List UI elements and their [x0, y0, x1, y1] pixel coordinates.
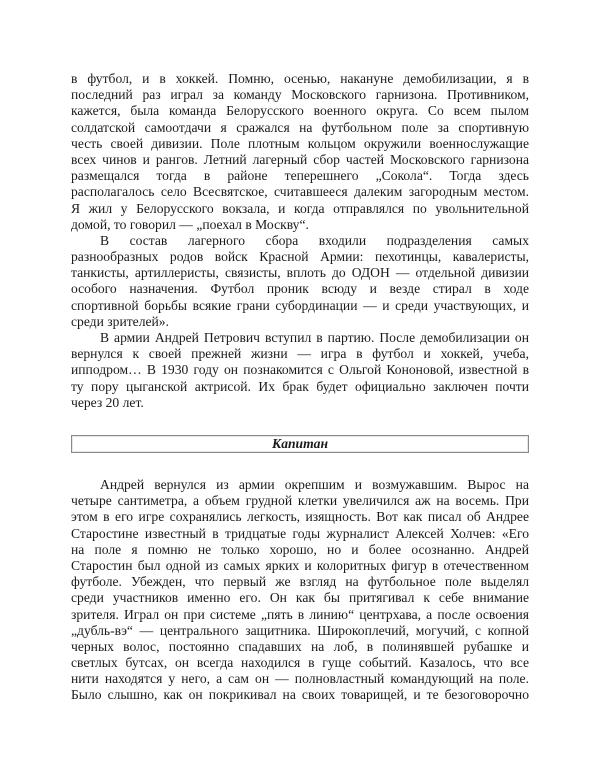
- paragraph: [71, 233, 529, 330]
- text-block-bottom: [71, 477, 529, 704]
- text-line: „дубль-вэ“ — центрального защитника. Широкоплечий, могучий, с копной: [71, 622, 529, 638]
- text-line: светлых бутсах, он всегда находился в гуще событий. Казалось, что все: [71, 655, 529, 671]
- text-line: среди участников именно его. Он как бы притягивал к себе внимание: [71, 590, 529, 606]
- text-line: Андрей вернулся из армии окрепшим и возмужавшим. Вырос на: [100, 477, 529, 492]
- text-block-top: [71, 71, 529, 411]
- text-line: особого назначения. Футбол проник всюду и везде стирал в ходе: [71, 281, 529, 297]
- text-line: солдатской самоотдачи я сражался на футбольном поле за спортивную: [71, 119, 529, 135]
- text-line: разнообразных родов войск Красной Армии: пехотинцы, кавалеристы,: [71, 249, 529, 265]
- text-line: черных волос, постоянно спадавших на лоб, в полинявшей рубашке и: [71, 638, 529, 654]
- text-line: Я жил у Белорусского вокзала, и когда отправлялся по увольнительной: [71, 200, 529, 216]
- text-line: Было слышно, как он покрикивал на своих товарищей, и те безоговорочно: [71, 687, 529, 703]
- text-line: В состав лагерного сбора входили подразделения самых: [100, 232, 529, 248]
- paragraph: [71, 330, 529, 411]
- text-line: вернулся к своей прежней жизни — игра в футбол и хоккей, учеба,: [71, 346, 529, 362]
- text-line: футболе. Убежден, что первый же взгляд на футбольное поле выделял: [71, 574, 529, 590]
- text-line: в футбол, и в хоккей. Помню, осенью, накануне демобилизации, я в: [71, 71, 529, 86]
- text-line: спортивной борьбы всякие грани субординации — и среди участвующих, и: [71, 297, 529, 313]
- text-line: располагалось село Всесвятское, считавшееся далеким загородным местом.: [71, 184, 529, 200]
- text-line: этом в его игре сохранялись легкость, изящность. Вот как писал об Андрее: [71, 509, 529, 525]
- text-line: всех чинов и рангов. Летний лагерный сбор частей Московского гарнизона: [71, 151, 529, 167]
- text-line: кажется, была команда Белорусского военного округа. Со всем пылом: [71, 103, 529, 119]
- text-line: Старостине известный в тридцатые годы журналист Алексей Холчев: «Его: [71, 525, 529, 541]
- text-line: нити находятся у него, а сам он — полновластный командующий на поле.: [71, 671, 529, 687]
- section-heading: Капитан: [71, 435, 529, 453]
- text-line: последний раз играл за команду Московского гарнизона. Противником,: [71, 87, 529, 103]
- text-line: ту пору цыганской актрисой. Их брак будет официально заключен почти: [71, 378, 529, 394]
- text-line: танкисты, артиллеристы, связисты, вплоть до ОДОН — отдельной дивизии: [71, 265, 529, 281]
- text-line: среди зрителей».: [71, 313, 169, 329]
- paragraph: [71, 477, 529, 704]
- text-line: В армии Андрей Петрович вступил в партию. После демобилизации он: [100, 330, 529, 345]
- text-line: размещался тогда в районе теперешнего „Сокола“. Тогда здесь: [71, 168, 529, 184]
- text-line: домой, то говорил — „поехал в Москву“.: [71, 216, 309, 232]
- text-line: четыре сантиметра, а объем грудной клетки увеличился аж на восемь. При: [71, 493, 529, 509]
- text-line: Старостин был одной из самых ярких и колоритных фигур в отечественном: [71, 557, 529, 573]
- text-line: на поле я помню не только хорошо, но и более осознанно. Андрей: [71, 541, 529, 557]
- text-line: честь своей дивизии. Поле плотным кольцом окружили военнослужащие: [71, 135, 529, 151]
- text-line: ипподром… В 1930 году он познакомится с Ольгой Кононовой, известной в: [71, 362, 529, 378]
- text-line: зрителя. Играл он при системе „пять в линию“ центрхава, а после освоения: [71, 606, 529, 622]
- paragraph: [71, 71, 529, 233]
- text-line: через 20 лет.: [71, 394, 144, 410]
